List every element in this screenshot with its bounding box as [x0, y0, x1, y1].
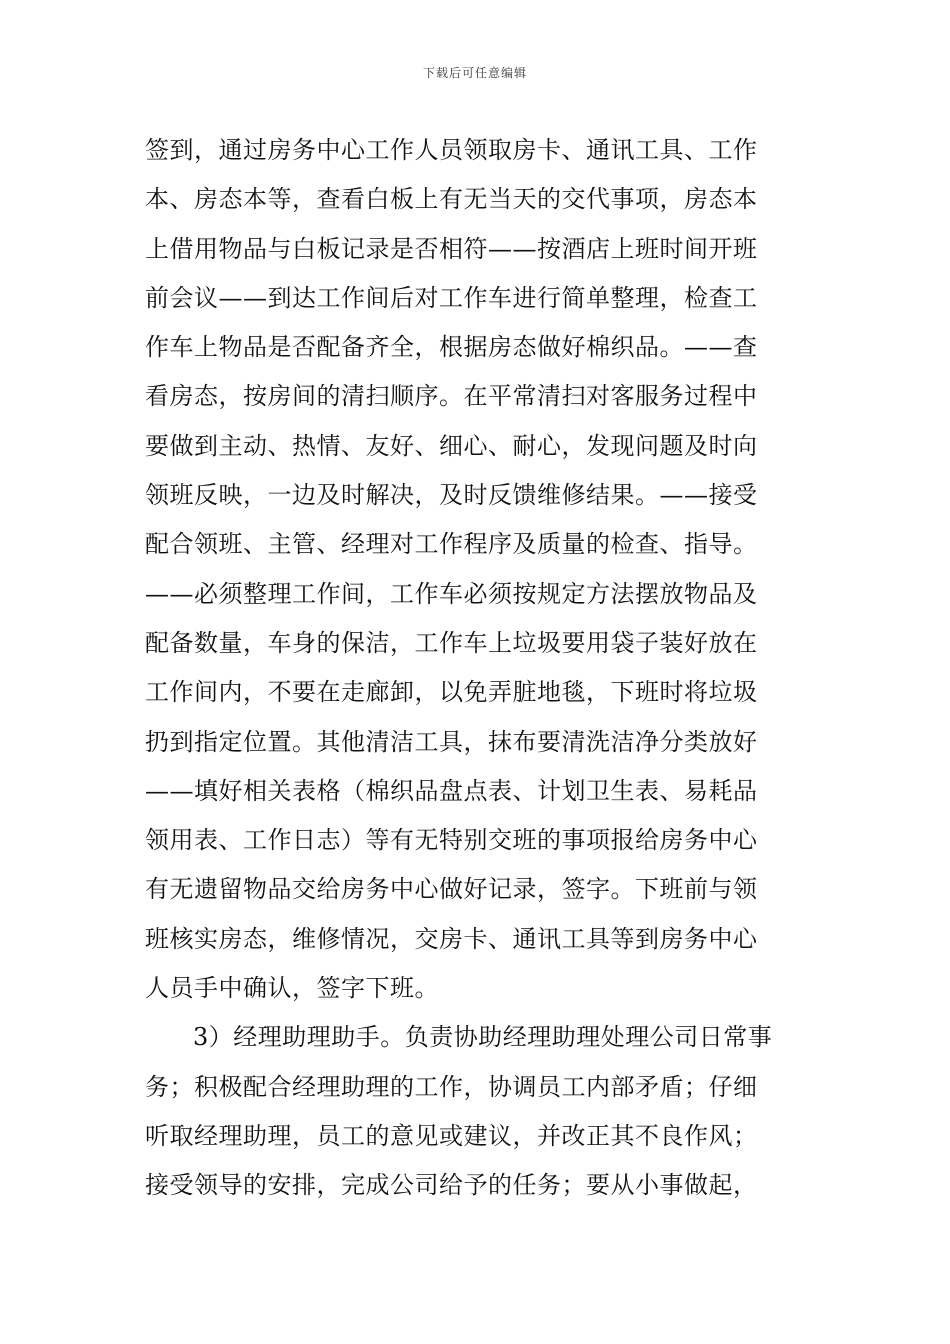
text-line: 扔到指定位置。其他清洁工具，抹布要清洗洁净分类放好	[145, 727, 758, 756]
text-line: 领用表、工作日志）等有无特别交班的事项报给房务中心	[145, 826, 758, 855]
text-line: 务；积极配合经理助理的工作，协调员工内部矛盾；仔细	[145, 1072, 758, 1101]
header-note: 下载后可任意编辑	[422, 66, 527, 80]
text-line: 接受领导的安排，完成公司给予的任务；要从小事做起，	[145, 1171, 758, 1200]
paragraph	[145, 1013, 810, 1210]
text-line: 配备数量，车身的保洁，工作车上垃圾要用袋子装好放在	[145, 628, 758, 657]
text-line: 领班反映，一边及时解决，及时反馈维修结果。——接受	[145, 481, 758, 510]
text-line: 3）经理助理助手。负责协助经理助理处理公司日常事	[193, 1023, 773, 1052]
text-line: 前会议——到达工作间后对工作车进行简单整理，检查工	[145, 283, 758, 312]
text-line: 工作间内，不要在走廊卸，以免弄脏地毯，下班时将垃圾	[145, 678, 758, 707]
text-line: 上借用物品与白板记录是否相符——按酒店上班时间开班	[145, 234, 758, 263]
text-line: 本、房态本等，查看白板上有无当天的交代事项，房态本	[145, 185, 758, 214]
text-line: 看房态，按房间的清扫顺序。在平常清扫对客服务过程中	[145, 382, 758, 411]
text-line: ——必须整理工作间，工作车必须按规定方法摆放物品及	[145, 579, 758, 608]
paragraph	[145, 126, 810, 1013]
text-line: 人员手中确认，签字下班。	[145, 974, 439, 1003]
text-line: ——填好相关表格（棉织品盘点表、计划卫生表、易耗品	[145, 776, 758, 805]
body-text	[145, 126, 810, 1211]
text-line: 要做到主动、热情、友好、细心、耐心，发现问题及时向	[145, 431, 758, 460]
text-line: 签到，通过房务中心工作人员领取房卡、通讯工具、工作	[145, 136, 758, 164]
text-line: 作车上物品是否配备齐全，根据房态做好棉织品。——查	[145, 333, 758, 362]
text-line: 听取经理助理，员工的意见或建议，并改正其不良作风；	[145, 1121, 758, 1150]
text-line: 班核实房态，维修情况，交房卡、通讯工具等到房务中心	[145, 924, 758, 953]
text-line: 有无遗留物品交给房务中心做好记录，签字。下班前与领	[145, 875, 758, 904]
text-line: 配合领班、主管、经理对工作程序及质量的检查、指导。	[145, 530, 758, 559]
